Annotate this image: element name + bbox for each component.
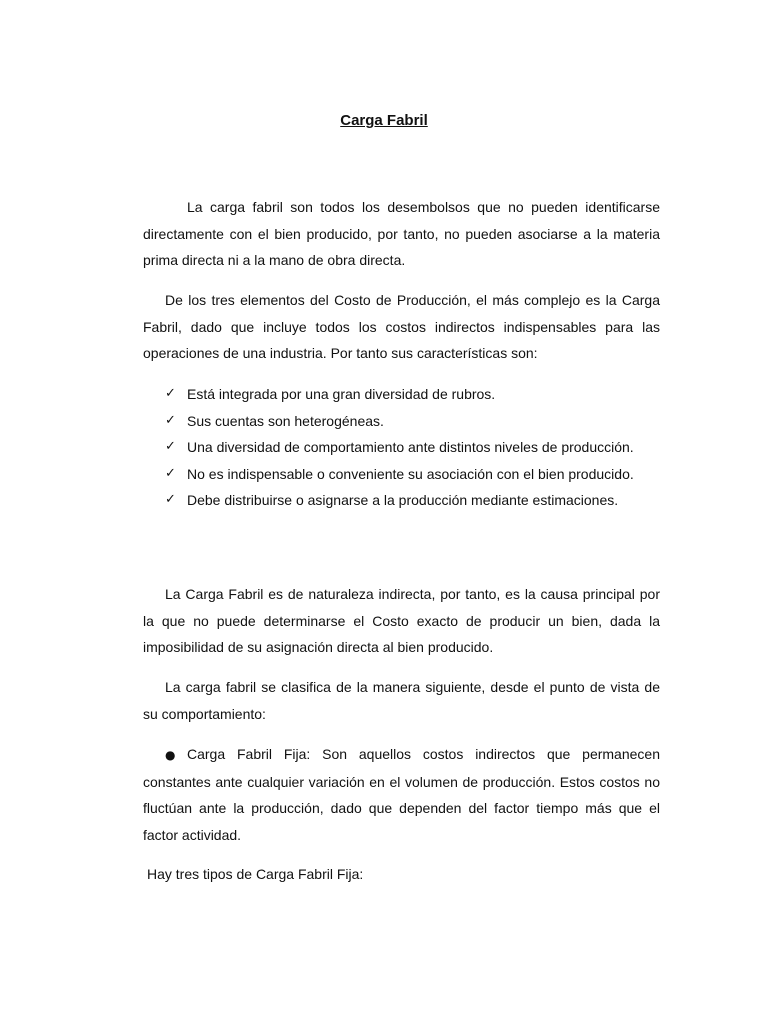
characteristics-list [143,381,660,514]
types-paragraph: Hay tres tipos de Carga Fabril Fija: [147,866,364,882]
list-item-text: Debe distribuirse o asignarse a la producción mediante estimaciones. [187,492,619,508]
page-title: Carga Fabril [340,112,428,129]
indirect-nature-paragraph: La Carga Fabril es de naturaleza indirecta, por tanto, es la causa principal por la que no puede determinarse el Costo exacto de producir un bien, dada la imposibilidad de su asignación directa al bien producido. [143,586,660,655]
elements-paragraph: De los tres elementos del Costo de Producción, el más complejo es la Carga Fabril, dado que incluye todos los costos indirectos indispensables para las operaciones de una industria. Por tanto sus características son: [143,292,660,361]
check-icon: ✓ [165,386,176,401]
bullet-icon: ● [165,748,176,762]
fixed-overhead-item [143,741,660,848]
fixed-overhead-text: Carga Fabril Fija: Son aquellos costos indirectos que permanecen constantes ante cualquier variación en el volumen de producción. Estos costos no fluctúan ante la producción, dado que dependen del factor tiempo más que el factor actividad. [143,746,660,843]
classification-paragraph: La carga fabril se clasifica de la manera siguiente, desde el punto de vista de su comportamiento: [143,679,660,722]
list-item [143,461,660,488]
list-item [143,487,660,514]
list-item-text: Sus cuentas son heterogéneas. [187,412,384,429]
list-item-text: No es indispensable o conveniente su asociación con el bien producido. [187,465,634,482]
list-item-text: Una diversidad de comportamiento ante distintos niveles de producción. [187,439,634,455]
check-icon: ✓ [165,492,176,507]
check-icon: ✓ [165,439,176,454]
intro-paragraph: La carga fabril son todos los desembolsos que no pueden identificarse directamente con el bien producido, por tanto, no pueden asociarse a la materia prima directa ni a la mano de obra directa. [143,199,660,268]
check-icon: ✓ [165,412,176,428]
list-item [143,381,660,408]
list-item-text: Está integrada por una gran diversidad de rubros. [187,386,496,402]
check-icon: ✓ [165,465,176,481]
list-item [143,434,660,461]
list-item [143,408,660,435]
